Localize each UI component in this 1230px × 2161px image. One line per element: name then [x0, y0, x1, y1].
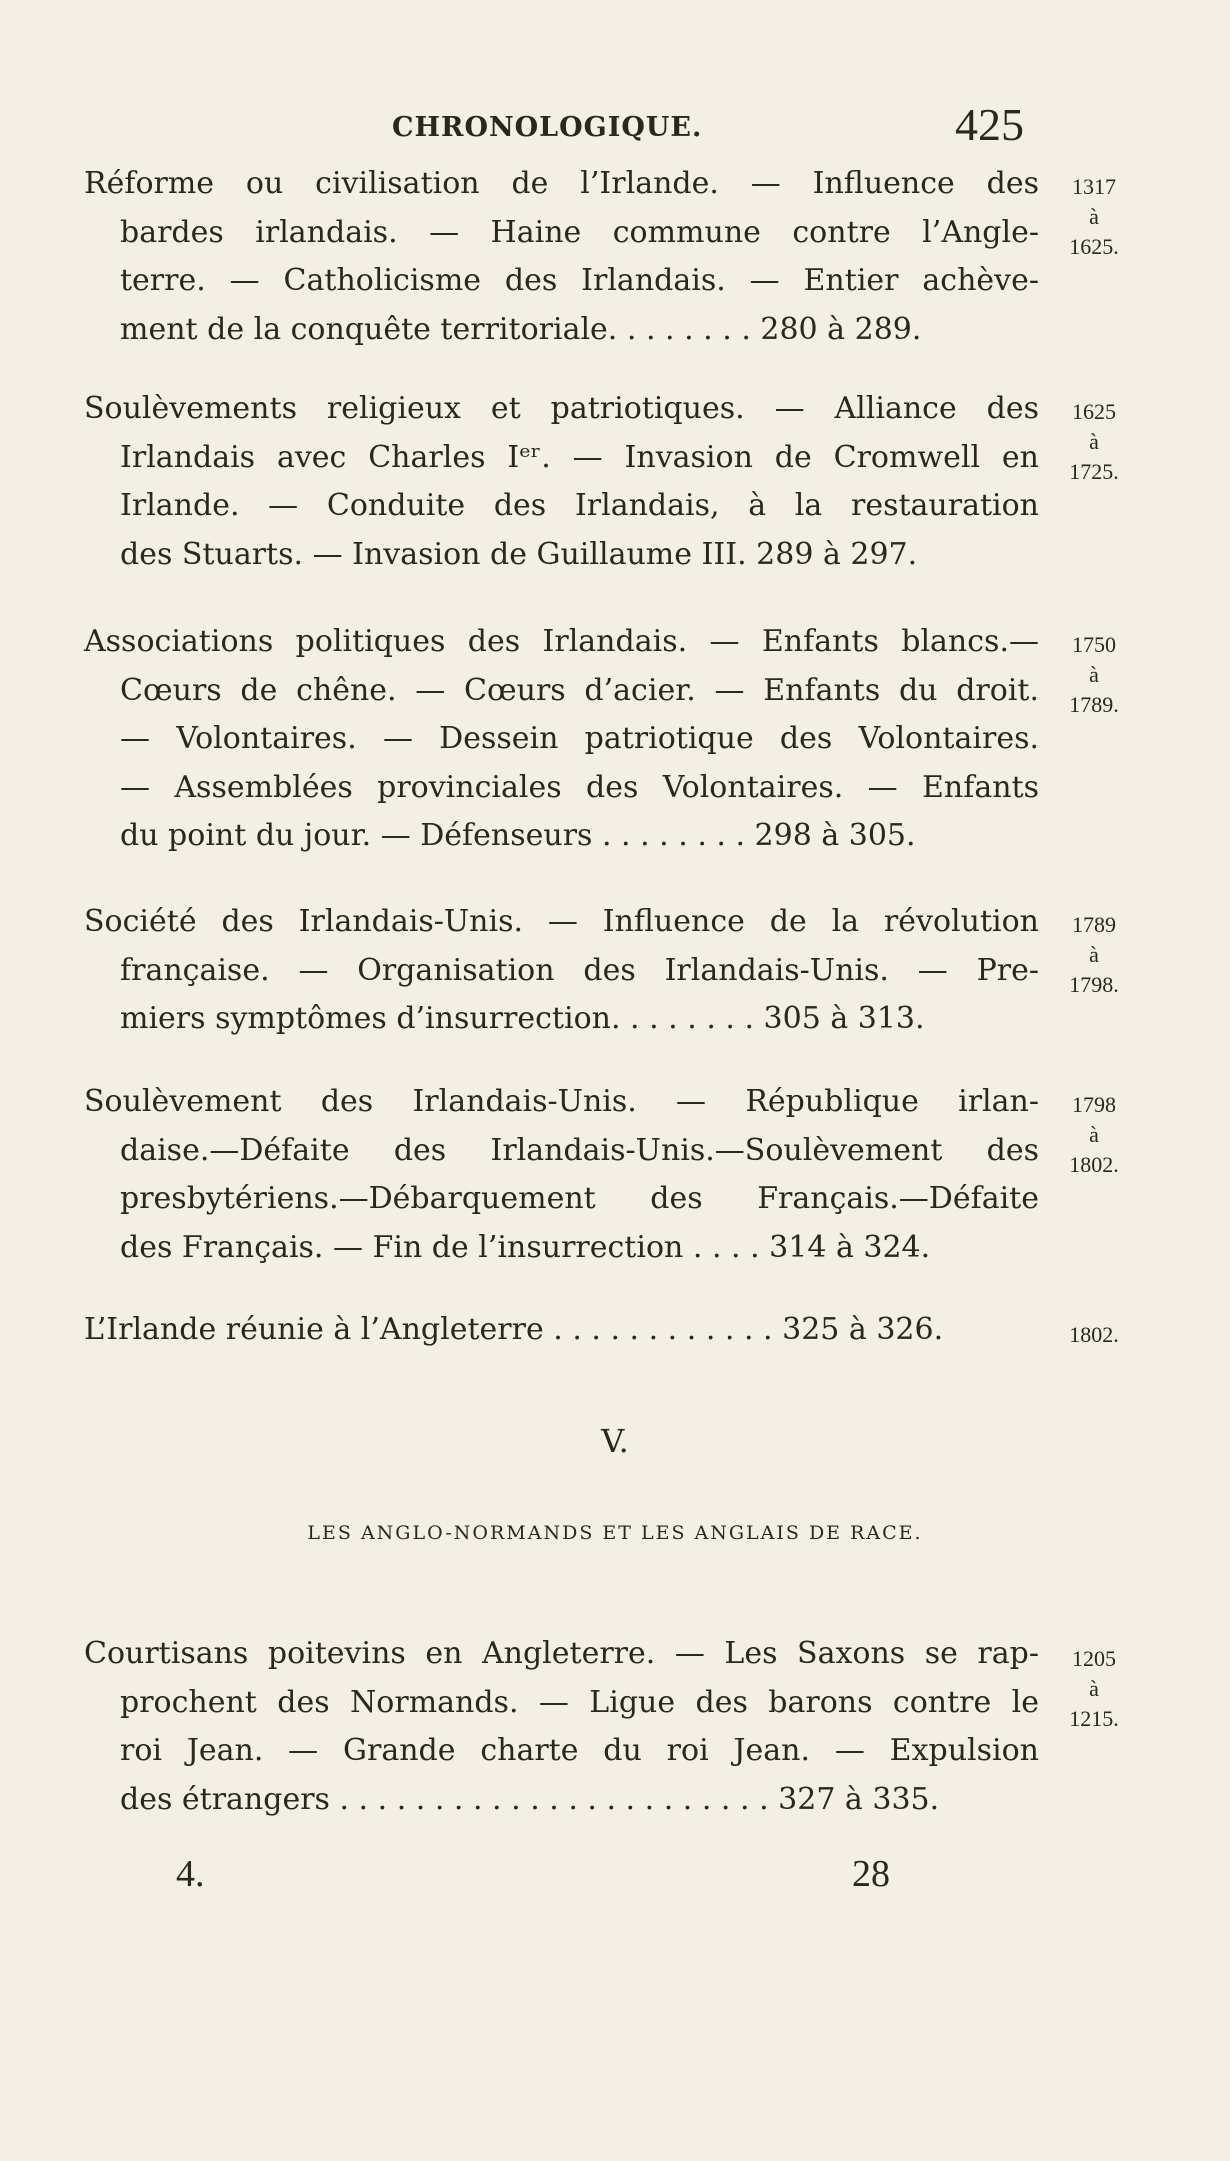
entry-line: Irlandais avec Charles Iᵉʳ. — Invasion de Cromwell en [120, 439, 1039, 475]
date-from: 1205 [1072, 1646, 1116, 1671]
entry-line: Irlande. — Conduite des Irlandais, à la restauration [120, 488, 1039, 523]
date-sep: à [1089, 662, 1099, 687]
date-to: 1625. [1069, 234, 1119, 259]
date-from: 1789 [1072, 912, 1116, 937]
date-range [1048, 1090, 1140, 1180]
entry-line: presbytériens.—Débarquement des Français.—Défaite [120, 1181, 1039, 1216]
date-sep: à [1089, 1676, 1099, 1701]
entry-line: des Français. — Fin de l’insurrection . . . . 314 à 324. [120, 1229, 931, 1265]
entry-line: miers symptômes d’insurrection. . . . . . . . 305 à 313. [120, 1001, 925, 1036]
entry-line: des Stuarts. — Invasion de Guillaume III. 289 à 297. [120, 536, 918, 572]
date-range [1048, 172, 1140, 262]
entry-line: Société des Irlandais-Unis. — Influence de la révolution [84, 904, 1039, 939]
date-from: 1317 [1072, 174, 1116, 199]
entry-line: terre. — Catholicisme des Irlandais. — Entier achève- [120, 263, 1039, 298]
entry-line: Associations politiques des Irlandais. — Enfants blancs.— [84, 624, 1039, 659]
entry-line: — Assemblées provinciales des Volontaires. — Enfants [120, 769, 1039, 805]
entry-text [84, 898, 1039, 1044]
date-sep: à [1089, 429, 1099, 454]
date-sep: à [1089, 942, 1099, 967]
section-title: LES ANGLO-NORMANDS ET LES ANGLAIS DE RACE. [307, 1522, 923, 1544]
page-number: 425 [955, 99, 1024, 150]
date-from: 1798 [1072, 1092, 1116, 1117]
date-from: 1625 [1072, 399, 1116, 424]
entry-line: — Volontaires. — Dessein patriotique des Volontaires. [120, 721, 1039, 756]
entry-text [84, 160, 1039, 354]
date-range [1048, 630, 1140, 720]
entry-text [84, 1630, 1039, 1824]
entry-line: Courtisans poitevins en Angleterre. — Les Saxons se rap- [84, 1636, 1039, 1671]
entry-text [84, 385, 1039, 579]
entry-line: Réforme ou civilisation de l’Irlande. — Influence des [84, 166, 1039, 201]
entry-text [84, 1078, 1039, 1272]
date-to: 1789. [1069, 692, 1119, 717]
date-to: 1725. [1069, 459, 1119, 484]
running-title: CHRONOLOGIQUE. [392, 112, 703, 143]
section-number: V. [601, 1422, 629, 1460]
entry-line: L’Irlande réunie à l’Angleterre . . . . . . . . . . . . 325 à 326. [84, 1312, 944, 1347]
date-to: 1798. [1069, 972, 1119, 997]
date-range [1048, 1644, 1140, 1734]
date-sep: à [1089, 1122, 1099, 1147]
entry-line: Soulèvements religieux et patriotiques. — Alliance des [84, 391, 1039, 426]
entry-line: roi Jean. — Grande charte du roi Jean. — Expulsion [120, 1733, 1039, 1768]
entry-line: daise.—Défaite des Irlandais-Unis.—Soulèvement des [120, 1132, 1039, 1168]
entry-line: Soulèvement des Irlandais-Unis. — République irlan- [84, 1084, 1039, 1119]
date-from: 1750 [1072, 632, 1116, 657]
gathering-number: 28 [852, 1853, 890, 1895]
running-header [0, 98, 1230, 158]
date-range [1048, 1320, 1140, 1350]
entry-line: française. — Organisation des Irlandais-Unis. — Pre- [120, 952, 1039, 988]
entry-text [84, 1306, 1039, 1355]
entry-line: bardes irlandais. — Haine commune contre l’Angle- [120, 214, 1039, 250]
entry-line: Cœurs de chêne. — Cœurs d’acier. — Enfants du droit. [120, 672, 1039, 708]
date-sep: à [1089, 204, 1099, 229]
signature-mark: 4. [176, 1853, 205, 1895]
date-to: 1802. [1069, 1152, 1119, 1177]
date-range [1048, 397, 1140, 487]
entry-line: du point du jour. — Défenseurs . . . . . . . . 298 à 305. [120, 818, 916, 853]
date-to: 1215. [1069, 1706, 1119, 1731]
date-range [1048, 910, 1140, 1000]
entry-line: prochent des Normands. — Ligue des barons contre le [120, 1684, 1039, 1720]
entry-line: ment de la conquête territoriale. . . . . . . . 280 à 289. [120, 311, 922, 347]
entry-text [84, 618, 1039, 861]
entry-line: des étrangers . . . . . . . . . . . . . . . . . . . . . . . 327 à 335. [120, 1781, 940, 1817]
date-from: 1802. [1069, 1322, 1119, 1347]
